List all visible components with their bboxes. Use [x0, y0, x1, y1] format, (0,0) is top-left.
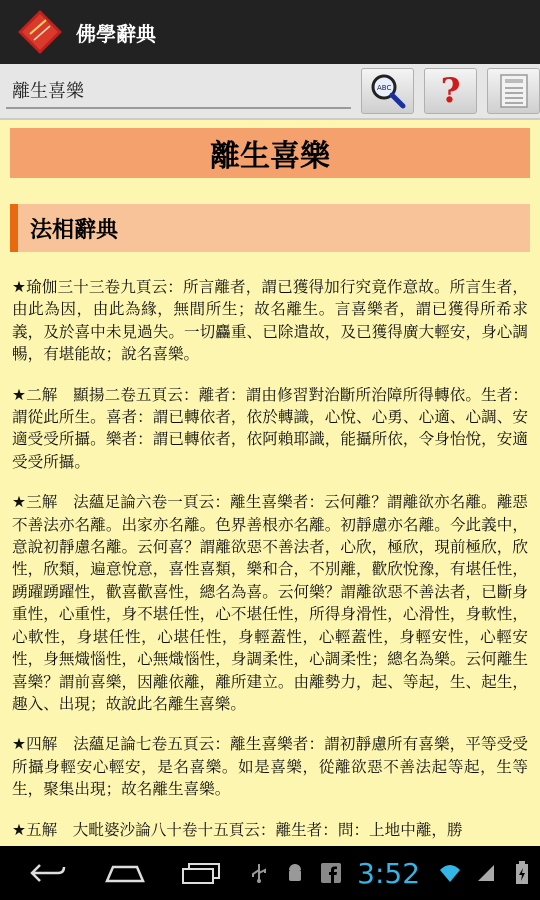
definition-view[interactable]: [0, 120, 540, 846]
entry-paragraph: ★瑜伽三十三卷九頁云：所言離者，謂已獲得加行究竟作意故。所言生者，由此為因，由此為緣，無間所生；故名離生。言喜樂者，謂已獲得所希求義，及於喜中未見過失。一切麤重、已除遣故，及已獲得廣大輕安，身心調暢，有堪能故；說名喜樂。: [12, 278, 528, 364]
status-icons: [241, 860, 349, 886]
menu-list-icon: [499, 73, 529, 109]
entry-paragraph: ★二解 顯揚二卷五頁云：離者：謂由修習對治斷所治障所得轉依。生者：謂從此所生。喜者：謂已轉依者，依於轉識，心悅、心勇、心適、心調、安適受受所攝。樂者：謂已轉依者，依阿賴耶識，能攝所依，令身怡悅，安適受受所攝。: [12, 385, 528, 471]
search-icon: [368, 71, 408, 111]
usb-icon: [246, 860, 272, 886]
entry-paragraph: ★五解 大毗婆沙論八十卷十五頁云：離生者：問：上地中離，勝: [12, 820, 463, 839]
home-icon: [103, 861, 147, 885]
dictionary-section-heading: 法相辭典: [10, 204, 530, 252]
help-icon: ?: [440, 71, 461, 111]
search-button[interactable]: [361, 68, 414, 114]
entry-list: [12, 276, 528, 841]
entry-paragraph: ★四解 法蘊足論七卷五頁云：離生喜樂者：謂初靜慮所有喜樂，平等受受所攝身輕安心輕安，是名喜樂。如是喜樂，從離欲惡不善法起等起，生等生，聚集出現；故名離生喜樂。: [12, 735, 528, 799]
help-button[interactable]: [424, 68, 477, 114]
search-input[interactable]: [6, 73, 351, 109]
action-bar: [0, 0, 540, 64]
home-button[interactable]: [96, 853, 152, 893]
recent-apps-button[interactable]: [173, 853, 229, 893]
book-icon[interactable]: [16, 8, 64, 56]
app-title: 佛學辭典: [76, 21, 156, 46]
back-button[interactable]: [20, 853, 76, 893]
term-heading: 離生喜樂: [10, 128, 530, 178]
android-debug-icon: [282, 860, 308, 886]
entry-paragraph: ★三解 法蘊足論六卷一頁云：離生喜樂者：云何離？謂離欲亦名離。離惡不善法亦名離。出家亦名離。色界善根亦名離。初靜慮亦名離。今此義中，意說初靜慮名離。云何喜？謂離欲惡不善法者，心欣，極欣，現前極欣，欣性，欣類，遍意悅意，喜性喜類，樂和合，不別離，歡欣悅豫，有堪任性，踴躍踴躍性，歡喜歡喜性，總名為喜。云何樂？謂離欲惡不善法者，已斷身重性，心重性，身不堪任性，心不堪任性，所得身滑性，心滑性，身軟性，心軟性，身堪任性，心堪任性，身輕蓋性，心輕蓋性，身輕安性，心輕安性，身無熾惱性，心無熾惱性，身調柔性，心調柔性；總名為樂。云何離生喜樂？謂前喜樂，因離依離，離所建立。由離勢力，起、等起，生、起生，趣入、出現；故說此名離生喜樂。: [12, 493, 528, 713]
search-toolbar: [0, 64, 540, 120]
recent-apps-icon: [179, 861, 223, 885]
system-nav-bar: [0, 846, 540, 900]
menu-button[interactable]: [487, 68, 540, 114]
status-clock: 3:52: [357, 856, 421, 890]
connectivity-icons: [432, 860, 540, 886]
signal-icon: [473, 860, 499, 886]
wifi-icon: [437, 860, 463, 886]
facebook-icon: [318, 860, 344, 886]
battery-icon: [509, 860, 535, 886]
back-icon: [28, 861, 68, 885]
svg-text:ABC: ABC: [376, 84, 391, 92]
